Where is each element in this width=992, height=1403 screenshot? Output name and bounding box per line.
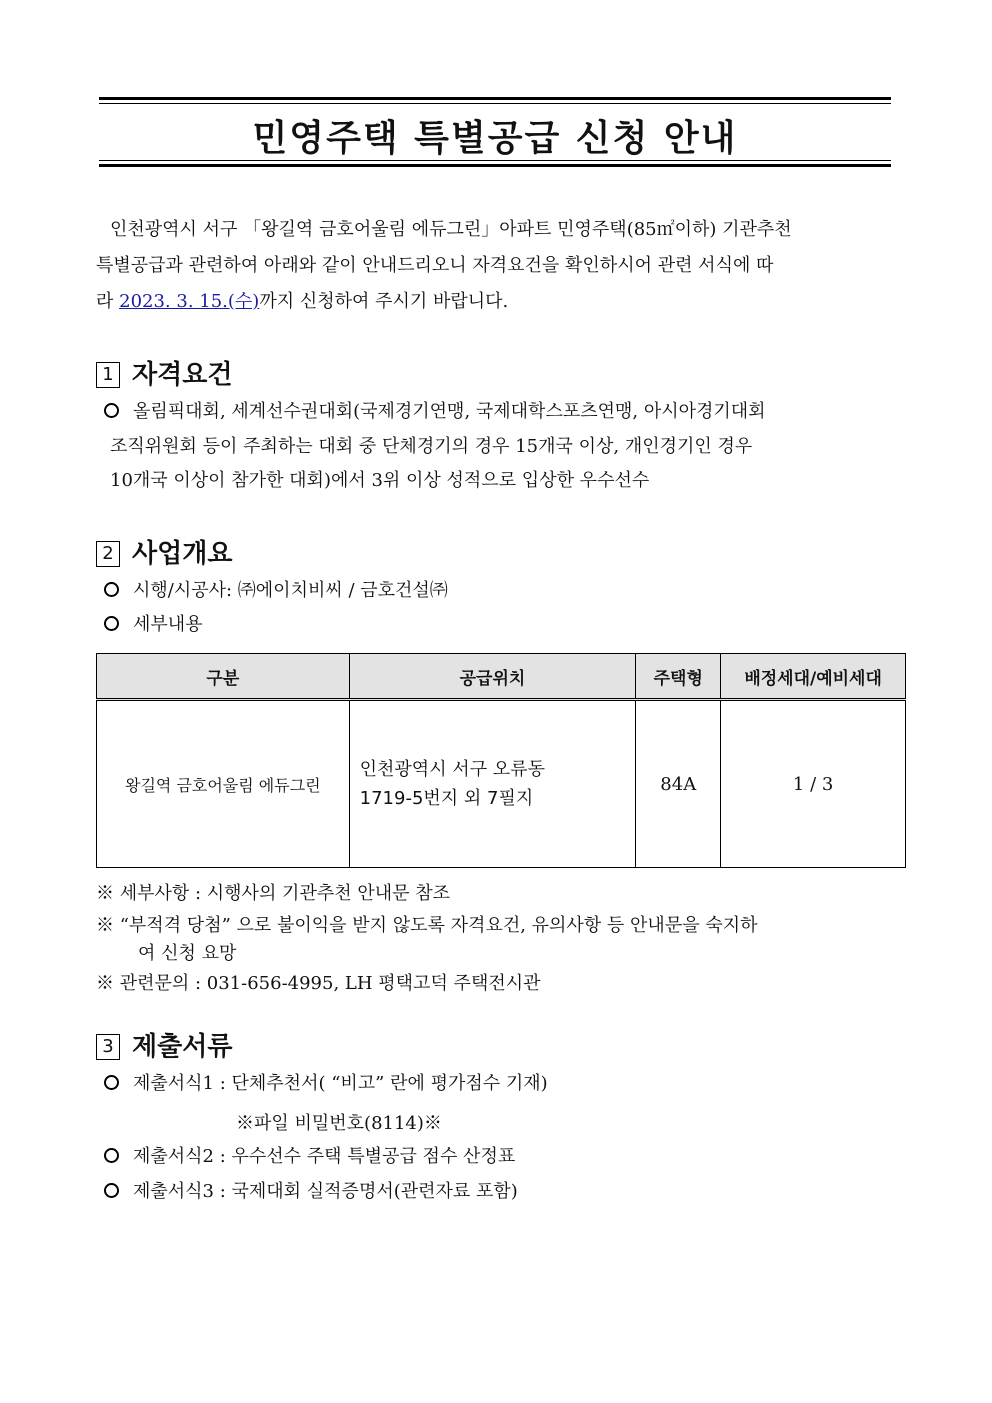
bullet-circle-icon bbox=[104, 582, 119, 597]
section-1-heading bbox=[96, 358, 232, 392]
bullet-circle-icon bbox=[104, 616, 119, 631]
section-1-title: 자격요건 bbox=[132, 360, 233, 390]
header-category: 구분 bbox=[97, 654, 350, 700]
page-title: 민영주택 특별공급 신청 안내 bbox=[252, 118, 738, 159]
developer-text: 시행/시공사: ㈜에이치비씨 / 금호건설㈜ bbox=[133, 580, 448, 601]
section-3-bullet-2 bbox=[104, 1142, 515, 1172]
note-warning-line-2: 여 신청 요망 bbox=[138, 943, 237, 964]
section-2-bullet-1 bbox=[104, 576, 448, 606]
note-warning-line-1: ※ “부적격 당첨” 으로 불이익을 받지 않도록 자격요건, 유의사항 등 안내문을 숙지하 bbox=[96, 915, 758, 936]
cell-name: 왕길역 금호어울림 에듀그린 bbox=[97, 700, 350, 868]
note-contact: ※ 관련문의 : 031-656-4995, LH 평택고덕 주택전시관 bbox=[96, 973, 541, 994]
intro-paragraph bbox=[96, 212, 896, 320]
section-1-line-2: 조직위원회 등이 주최하는 대회 중 단체경기의 경우 15개국 이상, 개인경기인 경우 bbox=[110, 436, 753, 457]
cell-type: 84A bbox=[636, 700, 721, 868]
form-3-text: 제출서식3 : 국제대회 실적증명서(관련자료 포함) bbox=[133, 1181, 518, 1202]
section-2-bullet-2 bbox=[104, 610, 203, 640]
location-line-1: 인천광역시 서구 오류동 bbox=[359, 759, 545, 780]
header-location: 공급위치 bbox=[349, 654, 636, 700]
location-line-2: 1719-5번지 외 7필지 bbox=[359, 788, 534, 809]
bullet-circle-icon bbox=[104, 1183, 119, 1198]
section-1-bullet bbox=[104, 397, 766, 427]
bullet-circle-icon bbox=[104, 403, 119, 418]
section-3-title: 제출서류 bbox=[132, 1032, 233, 1062]
bullet-circle-icon bbox=[104, 1075, 119, 1090]
intro-line-2: 특별공급과 관련하여 아래와 같이 안내드리오니 자격요건을 확인하시어 관련 서식에 따 bbox=[96, 255, 774, 276]
header-units: 배정세대/예비세대 bbox=[721, 654, 906, 700]
section-1-line-3: 10개국 이상이 참가한 대회)에서 3위 이상 성적으로 입상한 우수선수 bbox=[110, 470, 650, 491]
form-1-text: 제출서식1 : 단체추천서( “비고” 란에 평가점수 기재) bbox=[133, 1073, 548, 1094]
table-row bbox=[97, 700, 906, 868]
form-2-text: 제출서식2 : 우수선수 주택 특별공급 점수 산정표 bbox=[133, 1146, 516, 1167]
intro-line-3 bbox=[96, 284, 896, 320]
section-3-number: 3 bbox=[96, 1034, 120, 1060]
section-3-bullet-1 bbox=[104, 1069, 548, 1099]
note-details: ※ 세부사항 : 시행사의 기관추천 안내문 참조 bbox=[96, 883, 450, 904]
section-2-number: 2 bbox=[96, 541, 120, 567]
section-1-number: 1 bbox=[96, 362, 120, 388]
note-warning bbox=[96, 912, 896, 968]
cell-location bbox=[349, 700, 636, 868]
section-3-heading bbox=[96, 1030, 232, 1064]
intro-line-3-suffix: 까지 신청하여 주시기 바랍니다. bbox=[259, 291, 509, 312]
deadline-date: 2023. 3. 15.(수) bbox=[119, 291, 260, 312]
title-rule-bottom bbox=[99, 164, 891, 167]
header-type: 주택형 bbox=[636, 654, 721, 700]
cell-units: 1 / 3 bbox=[721, 700, 906, 868]
intro-line-1: 인천광역시 서구 「왕길역 금호어울림 에듀그린」아파트 민영주택(85㎡이하) 기관추천 bbox=[110, 219, 792, 240]
section-2-title: 사업개요 bbox=[132, 539, 233, 569]
section-2-heading bbox=[96, 537, 232, 571]
details-text: 세부내용 bbox=[133, 614, 203, 635]
title-rule-top bbox=[99, 97, 891, 100]
section-3-bullet-3 bbox=[104, 1177, 518, 1207]
bullet-circle-icon bbox=[104, 1148, 119, 1163]
file-password: ※파일 비밀번호(8114)※ bbox=[236, 1113, 442, 1134]
title-rule-top-thin bbox=[99, 103, 891, 104]
title-rule-bottom-thin bbox=[99, 160, 891, 161]
section-1-line-1: 올림픽대회, 세계선수권대회(국제경기연맹, 국제대학스포츠연맹, 아시아경기대회 bbox=[133, 401, 766, 422]
intro-line-3-prefix: 라 bbox=[96, 291, 120, 312]
supply-table bbox=[96, 653, 906, 868]
table-header-row bbox=[97, 654, 906, 700]
